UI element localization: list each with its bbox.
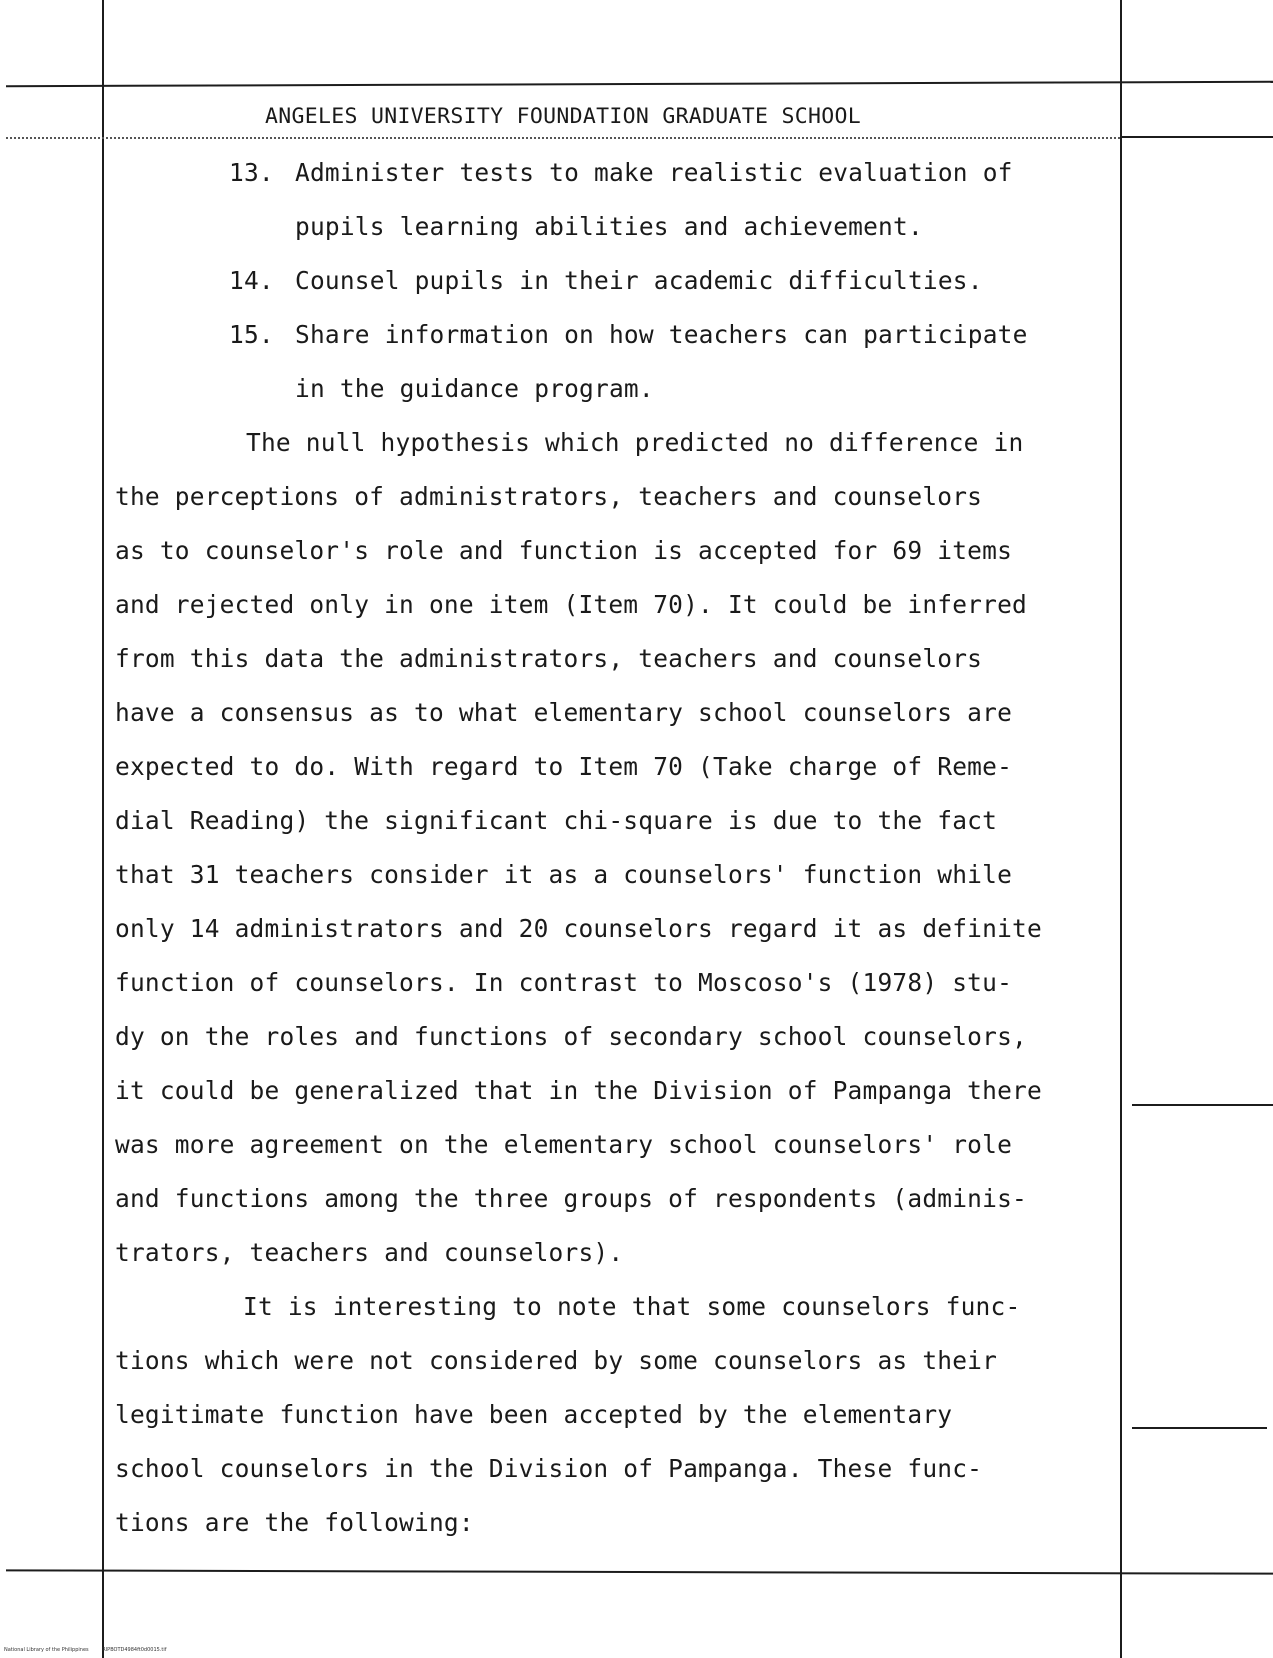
paragraph-1-line: from this data the administrators, teachers and counselors xyxy=(115,644,983,673)
margin-tick-1 xyxy=(1132,1104,1273,1106)
paragraph-2-line: tions are the following: xyxy=(115,1508,474,1537)
paragraph-1-line: trators, teachers and counselors). xyxy=(115,1238,624,1267)
item-number: 14. xyxy=(229,266,274,295)
left-margin-rule xyxy=(102,0,104,1658)
item-number: 15. xyxy=(229,320,274,349)
list-item xyxy=(229,158,1013,187)
paragraph-2-line: school counselors in the Division of Pampanga. These func- xyxy=(115,1454,983,1483)
item-continuation: in the guidance program. xyxy=(295,374,654,403)
header-underline xyxy=(6,137,1120,139)
file-id: RIPBOTD4984ft0d0015.tif xyxy=(102,1647,167,1653)
page-header: ANGELES UNIVERSITY FOUNDATION GRADUATE SCHOOL xyxy=(265,104,861,129)
paragraph-1-line: dy on the roles and functions of secondary school counselors, xyxy=(115,1022,1027,1051)
paragraph-1-line: and rejected only in one item (Item 70). It could be inferred xyxy=(115,590,1027,619)
paragraph-1-line: expected to do. With regard to Item 70 (Take charge of Reme- xyxy=(115,752,1013,781)
bottom-rule xyxy=(6,1569,1273,1574)
paragraph-1-line: only 14 administrators and 20 counselors regard it as definite xyxy=(115,914,1042,943)
paragraph-1-line: The null hypothesis which predicted no difference in xyxy=(246,428,1024,457)
right-margin-rule xyxy=(1120,0,1122,1658)
paragraph-2-line: legitimate function have been accepted by the elementary xyxy=(115,1400,953,1429)
item-number: 13. xyxy=(229,158,274,187)
scan-footer xyxy=(4,1647,179,1653)
paragraph-2-line: It is interesting to note that some counselors func- xyxy=(243,1292,1021,1321)
item-continuation: pupils learning abilities and achievement. xyxy=(295,212,923,241)
paragraph-1-line: the perceptions of administrators, teachers and counselors xyxy=(115,482,983,511)
item-text: Counsel pupils in their academic difficulties. xyxy=(295,266,983,295)
paragraph-1-line: as to counselor's role and function is accepted for 69 items xyxy=(115,536,1013,565)
paragraph-2-line: tions which were not considered by some counselors as their xyxy=(115,1346,998,1375)
top-rule xyxy=(6,81,1273,87)
paragraph-1-line: have a consensus as to what elementary school counselors are xyxy=(115,698,1013,727)
paragraph-1-line: function of counselors. In contrast to Moscoso's (1978) stu- xyxy=(115,968,1013,997)
margin-tick-2 xyxy=(1132,1427,1267,1429)
paragraph-1-line: and functions among the three groups of respondents (adminis- xyxy=(115,1184,1027,1213)
item-text: Share information on how teachers can participate xyxy=(295,320,1028,349)
paragraph-1-line: it could be generalized that in the Division of Pampanga there xyxy=(115,1076,1042,1105)
header-right-rule xyxy=(1120,136,1273,138)
paragraph-1-line: that 31 teachers consider it as a counselors' function while xyxy=(115,860,1013,889)
list-item xyxy=(229,266,983,295)
library-credit: National Library of the Philippines xyxy=(4,1647,89,1653)
list-item xyxy=(229,320,1028,349)
paragraph-1-line: was more agreement on the elementary school counselors' role xyxy=(115,1130,1013,1159)
item-text: Administer tests to make realistic evaluation of xyxy=(295,158,1013,187)
paragraph-1-line: dial Reading) the significant chi-square is due to the fact xyxy=(115,806,998,835)
